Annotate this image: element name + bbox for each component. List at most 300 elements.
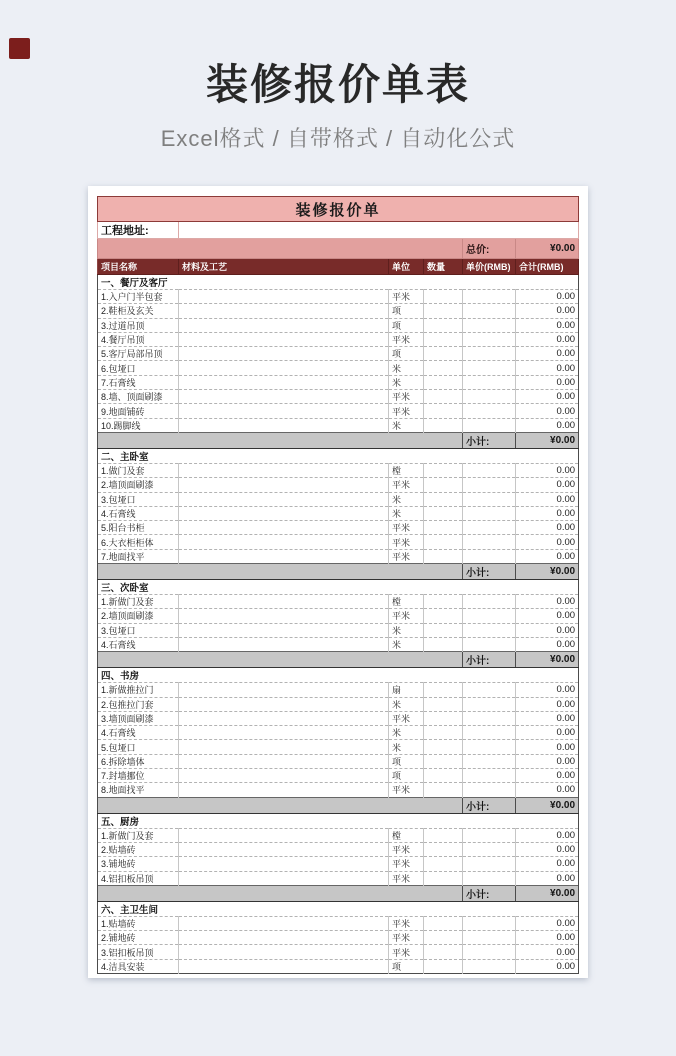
item-name-cell: 3.过道吊顶 [98, 318, 179, 332]
section-name: 六、主卫生间 [98, 901, 579, 916]
material-cell[interactable] [179, 290, 389, 304]
total-cell: 0.00 [516, 959, 579, 973]
quote-table [97, 196, 579, 974]
unit-cell: 平米 [389, 609, 424, 623]
item-name-cell: 1.贴墙砖 [98, 916, 179, 930]
item-row [98, 290, 579, 304]
col-header-unit: 单位 [389, 259, 424, 275]
qty-cell[interactable] [424, 478, 463, 492]
unit-price-cell[interactable] [463, 871, 516, 885]
item-name-cell: 4.石膏线 [98, 726, 179, 740]
total-cell: 0.00 [516, 478, 579, 492]
unit-price-cell[interactable] [463, 304, 516, 318]
item-name-cell: 4.餐厅吊顶 [98, 332, 179, 346]
item-row [98, 857, 579, 871]
unit-price-cell[interactable] [463, 931, 516, 945]
subtotal-row [98, 432, 579, 448]
item-name-cell: 1.新做推拉门 [98, 683, 179, 697]
material-cell[interactable] [179, 871, 389, 885]
qty-cell[interactable] [424, 404, 463, 418]
item-name-cell: 6.拆除墙体 [98, 754, 179, 768]
subtotal-value: ¥0.00 [516, 564, 579, 580]
unit-price-cell[interactable] [463, 857, 516, 871]
col-header-qty: 数量 [424, 259, 463, 275]
sheet-card [88, 186, 588, 978]
unit-cell: 米 [389, 375, 424, 389]
item-row [98, 492, 579, 506]
unit-cell: 项 [389, 769, 424, 783]
unit-price-cell[interactable] [463, 726, 516, 740]
unit-price-cell[interactable] [463, 347, 516, 361]
material-cell[interactable] [179, 623, 389, 637]
unit-price-cell[interactable] [463, 375, 516, 389]
qty-cell[interactable] [424, 842, 463, 856]
total-cell: 0.00 [516, 375, 579, 389]
item-row [98, 318, 579, 332]
unit-price-cell[interactable] [463, 535, 516, 549]
qty-cell[interactable] [424, 828, 463, 842]
item-row [98, 959, 579, 973]
qty-cell[interactable] [424, 595, 463, 609]
qty-cell[interactable] [424, 290, 463, 304]
unit-price-cell[interactable] [463, 754, 516, 768]
total-cell: 0.00 [516, 623, 579, 637]
total-cell: 0.00 [516, 637, 579, 651]
total-cell: 0.00 [516, 463, 579, 477]
qty-cell[interactable] [424, 959, 463, 973]
item-row [98, 683, 579, 697]
material-cell[interactable] [179, 783, 389, 797]
unit-cell: 平米 [389, 871, 424, 885]
material-cell[interactable] [179, 828, 389, 842]
subtotal-label: 小计: [463, 564, 516, 580]
qty-cell[interactable] [424, 609, 463, 623]
qty-cell[interactable] [424, 506, 463, 520]
unit-cell: 平米 [389, 521, 424, 535]
total-cell: 0.00 [516, 857, 579, 871]
item-row [98, 418, 579, 432]
section-header-row [98, 448, 579, 463]
item-row [98, 931, 579, 945]
unit-cell: 平米 [389, 535, 424, 549]
item-name-cell: 1.新做门及套 [98, 828, 179, 842]
unit-price-cell[interactable] [463, 506, 516, 520]
unit-cell: 樘 [389, 595, 424, 609]
total-cell: 0.00 [516, 828, 579, 842]
item-name-cell: 6.大衣柜柜体 [98, 535, 179, 549]
unit-cell: 平米 [389, 783, 424, 797]
item-row [98, 697, 579, 711]
item-name-cell: 3.铺地砖 [98, 857, 179, 871]
item-name-cell: 1.入户门半包套 [98, 290, 179, 304]
unit-price-cell[interactable] [463, 492, 516, 506]
item-row [98, 871, 579, 885]
unit-price-cell[interactable] [463, 637, 516, 651]
qty-cell[interactable] [424, 390, 463, 404]
qty-cell[interactable] [424, 549, 463, 563]
col-header-unit-price: 单价(RMB) [463, 259, 516, 275]
subtotal-spacer [98, 564, 463, 580]
unit-price-cell[interactable] [463, 916, 516, 930]
total-cell: 0.00 [516, 290, 579, 304]
qty-cell[interactable] [424, 521, 463, 535]
qty-cell[interactable] [424, 769, 463, 783]
unit-price-cell[interactable] [463, 683, 516, 697]
material-cell[interactable] [179, 332, 389, 346]
unit-cell: 米 [389, 697, 424, 711]
total-cell: 0.00 [516, 492, 579, 506]
material-cell[interactable] [179, 740, 389, 754]
total-cell: 0.00 [516, 521, 579, 535]
qty-cell[interactable] [424, 492, 463, 506]
total-cell: 0.00 [516, 842, 579, 856]
unit-cell: 米 [389, 506, 424, 520]
item-row [98, 535, 579, 549]
total-cell: 0.00 [516, 332, 579, 346]
item-name-cell: 10.踢脚线 [98, 418, 179, 432]
col-header-item: 项目名称 [98, 259, 179, 275]
item-row [98, 595, 579, 609]
material-cell[interactable] [179, 945, 389, 959]
quote-table-body [98, 197, 579, 974]
unit-price-cell[interactable] [463, 390, 516, 404]
unit-price-cell[interactable] [463, 711, 516, 725]
material-cell[interactable] [179, 595, 389, 609]
unit-price-cell[interactable] [463, 595, 516, 609]
unit-price-cell[interactable] [463, 959, 516, 973]
unit-price-cell[interactable] [463, 290, 516, 304]
qty-cell[interactable] [424, 332, 463, 346]
item-name-cell: 4.石膏线 [98, 637, 179, 651]
item-name-cell: 5.阳台书柜 [98, 521, 179, 535]
grand-total-spacer [98, 239, 463, 259]
total-cell: 0.00 [516, 783, 579, 797]
item-name-cell: 4.石膏线 [98, 506, 179, 520]
total-cell: 0.00 [516, 535, 579, 549]
item-row [98, 609, 579, 623]
total-cell: 0.00 [516, 697, 579, 711]
material-cell[interactable] [179, 492, 389, 506]
qty-cell[interactable] [424, 726, 463, 740]
page-subtitle: Excel格式 / 自带格式 / 自动化公式 [160, 126, 516, 151]
subtotal-spacer [98, 432, 463, 448]
material-cell[interactable] [179, 478, 389, 492]
item-row [98, 842, 579, 856]
item-row [98, 726, 579, 740]
item-name-cell: 5.客厅局部吊顶 [98, 347, 179, 361]
unit-price-cell[interactable] [463, 842, 516, 856]
material-cell[interactable] [179, 683, 389, 697]
subtotal-value: ¥0.00 [516, 432, 579, 448]
item-name-cell: 4.铝扣板吊顶 [98, 871, 179, 885]
section-header-row [98, 668, 579, 683]
total-cell: 0.00 [516, 726, 579, 740]
unit-cell: 平米 [389, 916, 424, 930]
section-header-row [98, 275, 579, 290]
subtotal-row [98, 885, 579, 901]
unit-cell: 平米 [389, 404, 424, 418]
material-cell[interactable] [179, 535, 389, 549]
material-cell[interactable] [179, 506, 389, 520]
subtotal-label: 小计: [463, 652, 516, 668]
section-header-row [98, 901, 579, 916]
grand-total-value: ¥0.00 [516, 239, 579, 259]
item-row [98, 637, 579, 651]
unit-price-cell[interactable] [463, 609, 516, 623]
total-cell: 0.00 [516, 711, 579, 725]
material-cell[interactable] [179, 347, 389, 361]
item-name-cell: 2.贴墙砖 [98, 842, 179, 856]
qty-cell[interactable] [424, 347, 463, 361]
material-cell[interactable] [179, 857, 389, 871]
unit-cell: 项 [389, 347, 424, 361]
item-row [98, 783, 579, 797]
total-cell: 0.00 [516, 609, 579, 623]
total-cell: 0.00 [516, 916, 579, 930]
total-cell: 0.00 [516, 361, 579, 375]
section-name: 一、餐厅及客厅 [98, 275, 579, 290]
item-name-cell: 8.地面找平 [98, 783, 179, 797]
material-cell[interactable] [179, 959, 389, 973]
material-cell[interactable] [179, 711, 389, 725]
material-cell[interactable] [179, 726, 389, 740]
material-cell[interactable] [179, 637, 389, 651]
sheet-title-row [98, 197, 579, 222]
item-name-cell: 8.墙、顶面刷漆 [98, 390, 179, 404]
unit-price-cell[interactable] [463, 463, 516, 477]
material-cell[interactable] [179, 842, 389, 856]
total-cell: 0.00 [516, 595, 579, 609]
unit-price-cell[interactable] [463, 404, 516, 418]
total-cell: 0.00 [516, 347, 579, 361]
subtotal-label: 小计: [463, 797, 516, 813]
subtotal-label: 小计: [463, 885, 516, 901]
material-cell[interactable] [179, 390, 389, 404]
unit-price-cell[interactable] [463, 332, 516, 346]
unit-price-cell[interactable] [463, 478, 516, 492]
total-cell: 0.00 [516, 390, 579, 404]
item-name-cell: 1.新做门及套 [98, 595, 179, 609]
unit-price-cell[interactable] [463, 318, 516, 332]
total-cell: 0.00 [516, 549, 579, 563]
qty-cell[interactable] [424, 711, 463, 725]
qty-cell[interactable] [424, 637, 463, 651]
material-cell[interactable] [179, 318, 389, 332]
unit-cell: 米 [389, 726, 424, 740]
subtotal-row [98, 564, 579, 580]
unit-cell: 米 [389, 740, 424, 754]
unit-price-cell[interactable] [463, 418, 516, 432]
unit-price-cell[interactable] [463, 769, 516, 783]
subtotal-value: ¥0.00 [516, 885, 579, 901]
address-label: 工程地址: [98, 222, 179, 239]
unit-cell: 樘 [389, 828, 424, 842]
col-header-material: 材料及工艺 [179, 259, 389, 275]
material-cell[interactable] [179, 361, 389, 375]
total-cell: 0.00 [516, 404, 579, 418]
total-cell: 0.00 [516, 931, 579, 945]
item-name-cell: 3.包垭口 [98, 623, 179, 637]
unit-price-cell[interactable] [463, 697, 516, 711]
item-name-cell: 9.地面铺砖 [98, 404, 179, 418]
unit-price-cell[interactable] [463, 549, 516, 563]
unit-cell: 平米 [389, 945, 424, 959]
item-name-cell: 7.地面找平 [98, 549, 179, 563]
item-row [98, 740, 579, 754]
material-cell[interactable] [179, 521, 389, 535]
unit-cell: 平米 [389, 857, 424, 871]
unit-cell: 平米 [389, 478, 424, 492]
qty-cell[interactable] [424, 783, 463, 797]
item-name-cell: 2.鞋柜及玄关 [98, 304, 179, 318]
unit-price-cell[interactable] [463, 828, 516, 842]
qty-cell[interactable] [424, 871, 463, 885]
unit-cell: 平米 [389, 842, 424, 856]
item-name-cell: 3.包垭口 [98, 492, 179, 506]
qty-cell[interactable] [424, 754, 463, 768]
item-row [98, 945, 579, 959]
unit-price-cell[interactable] [463, 945, 516, 959]
qty-cell[interactable] [424, 931, 463, 945]
subtotal-value: ¥0.00 [516, 797, 579, 813]
unit-price-cell[interactable] [463, 740, 516, 754]
item-row [98, 390, 579, 404]
section-header-row [98, 813, 579, 828]
item-row [98, 304, 579, 318]
item-row [98, 506, 579, 520]
unit-cell: 米 [389, 623, 424, 637]
unit-cell: 项 [389, 754, 424, 768]
total-cell: 0.00 [516, 304, 579, 318]
material-cell[interactable] [179, 463, 389, 477]
item-name-cell: 7.石膏线 [98, 375, 179, 389]
item-name-cell: 1.做门及套 [98, 463, 179, 477]
address-row [98, 222, 579, 239]
qty-cell[interactable] [424, 361, 463, 375]
column-header-row [98, 259, 579, 275]
material-cell[interactable] [179, 754, 389, 768]
qty-cell[interactable] [424, 945, 463, 959]
item-row [98, 754, 579, 768]
unit-cell: 平米 [389, 931, 424, 945]
item-row [98, 463, 579, 477]
qty-cell[interactable] [424, 318, 463, 332]
material-cell[interactable] [179, 697, 389, 711]
material-cell[interactable] [179, 375, 389, 389]
qty-cell[interactable] [424, 916, 463, 930]
qty-cell[interactable] [424, 697, 463, 711]
unit-cell: 米 [389, 637, 424, 651]
section-header-row [98, 580, 579, 595]
total-cell: 0.00 [516, 318, 579, 332]
item-name-cell: 2.墙顶面刷漆 [98, 609, 179, 623]
item-row [98, 332, 579, 346]
item-name-cell: 2.墙顶面刷漆 [98, 478, 179, 492]
brand-mark [9, 38, 30, 59]
item-name-cell: 3.铝扣板吊顶 [98, 945, 179, 959]
unit-price-cell[interactable] [463, 361, 516, 375]
unit-cell: 扇 [389, 683, 424, 697]
subtotal-value: ¥0.00 [516, 652, 579, 668]
col-header-total: 合计(RMB) [516, 259, 579, 275]
grand-total-row [98, 239, 579, 259]
item-row [98, 549, 579, 563]
unit-cell: 项 [389, 304, 424, 318]
qty-cell[interactable] [424, 683, 463, 697]
item-name-cell: 5.包垭口 [98, 740, 179, 754]
total-cell: 0.00 [516, 740, 579, 754]
qty-cell[interactable] [424, 857, 463, 871]
material-cell[interactable] [179, 404, 389, 418]
subtotal-spacer [98, 797, 463, 813]
material-cell[interactable] [179, 916, 389, 930]
subtotal-row [98, 652, 579, 668]
section-name: 四、书房 [98, 668, 579, 683]
unit-cell: 平米 [389, 290, 424, 304]
item-name-cell: 2.包推拉门套 [98, 697, 179, 711]
material-cell[interactable] [179, 931, 389, 945]
total-cell: 0.00 [516, 418, 579, 432]
unit-price-cell[interactable] [463, 623, 516, 637]
qty-cell[interactable] [424, 535, 463, 549]
total-cell: 0.00 [516, 506, 579, 520]
material-cell[interactable] [179, 769, 389, 783]
section-name: 三、次卧室 [98, 580, 579, 595]
item-row [98, 404, 579, 418]
qty-cell[interactable] [424, 375, 463, 389]
unit-cell: 樘 [389, 463, 424, 477]
item-row [98, 375, 579, 389]
total-cell: 0.00 [516, 754, 579, 768]
qty-cell[interactable] [424, 463, 463, 477]
grand-total-label: 总价: [463, 239, 516, 259]
item-row [98, 478, 579, 492]
qty-cell[interactable] [424, 740, 463, 754]
item-row [98, 828, 579, 842]
material-cell[interactable] [179, 549, 389, 563]
unit-price-cell[interactable] [463, 783, 516, 797]
item-row [98, 623, 579, 637]
item-row [98, 521, 579, 535]
section-name: 五、厨房 [98, 813, 579, 828]
item-name-cell: 2.铺地砖 [98, 931, 179, 945]
sheet-title: 装修报价单 [98, 197, 579, 222]
qty-cell[interactable] [424, 304, 463, 318]
total-cell: 0.00 [516, 683, 579, 697]
material-cell[interactable] [179, 304, 389, 318]
unit-cell: 米 [389, 361, 424, 375]
item-name-cell: 3.墙顶面刷漆 [98, 711, 179, 725]
material-cell[interactable] [179, 609, 389, 623]
address-value-cell[interactable] [179, 222, 579, 239]
unit-price-cell[interactable] [463, 521, 516, 535]
item-row [98, 711, 579, 725]
subtotal-row [98, 797, 579, 813]
subtotal-spacer [98, 652, 463, 668]
subtotal-spacer [98, 885, 463, 901]
item-name-cell: 4.洁具安装 [98, 959, 179, 973]
material-cell[interactable] [179, 418, 389, 432]
item-row [98, 361, 579, 375]
unit-cell: 项 [389, 318, 424, 332]
qty-cell[interactable] [424, 623, 463, 637]
item-name-cell: 7.封墙挪位 [98, 769, 179, 783]
qty-cell[interactable] [424, 418, 463, 432]
item-row [98, 347, 579, 361]
item-name-cell: 6.包垭口 [98, 361, 179, 375]
unit-cell: 平米 [389, 549, 424, 563]
total-cell: 0.00 [516, 945, 579, 959]
